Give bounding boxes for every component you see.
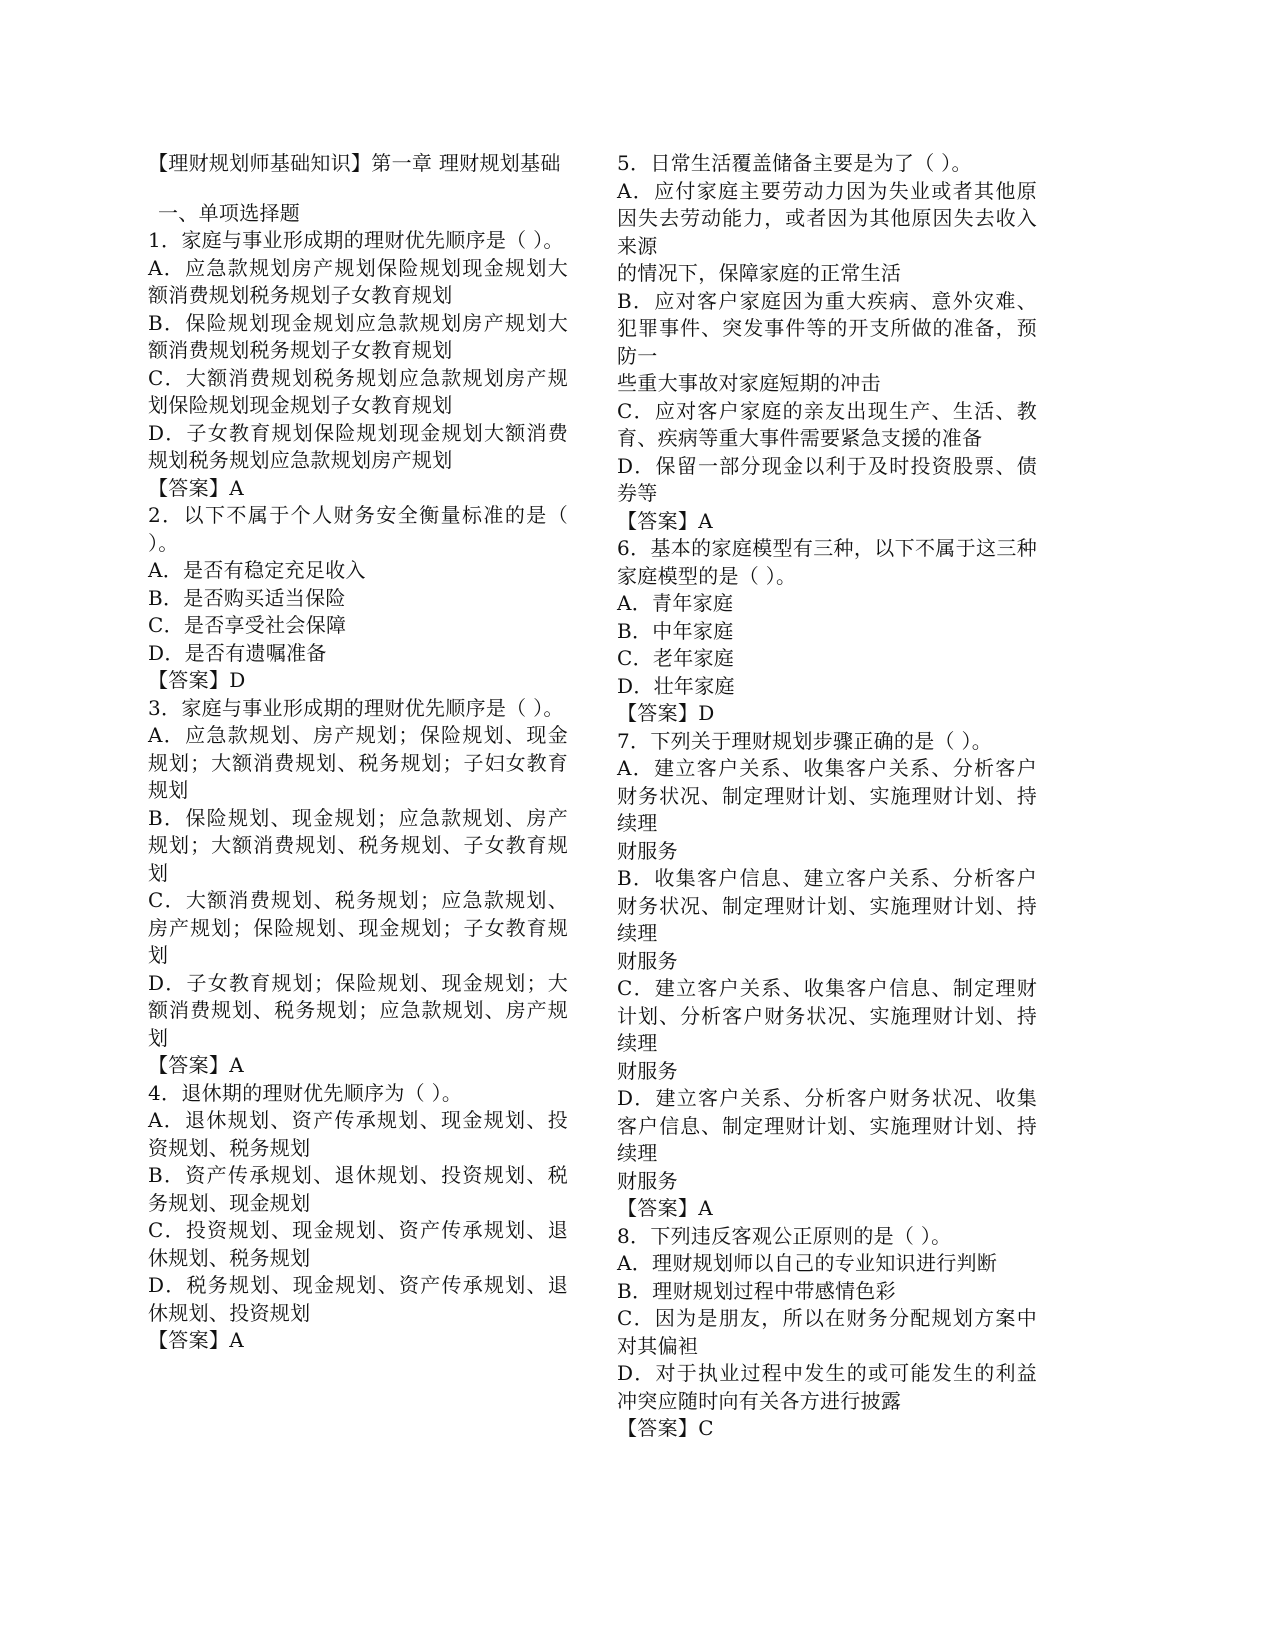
option-6b: B．中年家庭 xyxy=(617,618,734,643)
option-2c: C．是否享受社会保障 xyxy=(148,613,347,637)
option-7d-line1: D．建立客户关系、分析客户财务状况、收集客户信息、制定理财计划、实施理财计划、持续理 xyxy=(617,1086,1037,1165)
option-4a: A．退休规划、资产传承规划、现金规划、投资规划、税务规划 xyxy=(148,1108,568,1160)
option-4d: D．税务规划、现金规划、资产传承规划、退休规划、投资规划 xyxy=(148,1273,568,1325)
option-6c: C．老年家庭 xyxy=(617,646,735,670)
option-8a: A．理财规划师以自己的专业知识进行判断 xyxy=(617,1251,998,1275)
question-4: 4．退休期的理财优先顺序为（ ）。 xyxy=(148,1080,463,1105)
option-3d: D．子女教育规划；保险规划、现金规划；大额消费规划、税务规划；应急款规划、房产规划 xyxy=(148,970,568,1050)
question-3: 3．家庭与事业形成期的理财优先顺序是（ ）。 xyxy=(148,695,564,720)
question-1: 1．家庭与事业形成期的理财优先顺序是（ ）。 xyxy=(148,228,564,252)
option-5b-line1: B．应对客户家庭因为重大疾病、意外灾难、犯罪事件、突发事件等的开支所做的准备，预防一 xyxy=(617,288,1037,368)
option-1b: B．保险规划现金规划应急款规划房产规划大额消费规划税务规划子女教育规划 xyxy=(148,310,568,362)
option-5d: D．保留一部分现金以利于及时投资股票、债券等 xyxy=(617,453,1037,505)
option-1c: C．大额消费规划税务规划应急款规划房产规划保险规划现金规划子女教育规划 xyxy=(148,365,568,417)
option-5c: C．应对客户家庭的亲友出现生产、生活、教育、疾病等重大事件需要紧急支援的准备 xyxy=(617,398,1037,450)
section-heading: 一、单项选择题 xyxy=(158,200,301,225)
option-6a: A．青年家庭 xyxy=(617,591,734,615)
answer-4: 【答案】A xyxy=(148,1328,244,1352)
option-1d: D．子女教育规划保险规划现金规划大额消费规划税务规划应急款规划房产规划 xyxy=(148,420,568,472)
option-3b: B．保险规划、现金规划；应急款规划、房产规划；大额消费规划、税务规划、子女教育规划 xyxy=(148,805,568,885)
answer-7: 【答案】A xyxy=(617,1196,713,1220)
option-7c-line2: 财服务 xyxy=(617,1058,678,1083)
option-7b-line2: 财服务 xyxy=(617,948,678,973)
question-2: 2．以下不属于个人财务安全衡量标准的是（ ）。 xyxy=(148,503,568,555)
answer-6: 【答案】D xyxy=(617,701,715,725)
right-column xyxy=(617,150,1037,1443)
option-3c: C．大额消费规划、税务规划；应急款规划、房产规划；保险规划、现金规划；子女教育规划 xyxy=(148,888,568,967)
option-7b-line1: B．收集客户信息、建立客户关系、分析客户财务状况、制定理财计划、实施理财计划、持续理 xyxy=(617,866,1037,945)
left-column xyxy=(148,150,568,1355)
answer-1: 【答案】A xyxy=(148,475,244,500)
option-4b: B．资产传承规划、退休规划、投资规划、税务规划、现金规划 xyxy=(148,1163,568,1215)
answer-2: 【答案】D xyxy=(148,668,246,692)
option-2b: B．是否购买适当保险 xyxy=(148,585,346,610)
answer-3: 【答案】A xyxy=(148,1053,244,1077)
option-3a: A．应急款规划、房产规划；保险规划、现金规划；大额消费规划、税务规划；子妇女教育规划 xyxy=(148,723,568,802)
question-8: 8．下列违反客观公正原则的是（ ）。 xyxy=(617,1223,952,1248)
option-7c-line1: C．建立客户关系、收集客户信息、制定理财计划、分析客户财务状况、实施理财计划、持续理 xyxy=(617,976,1037,1055)
question-7: 7．下列关于理财规划步骤正确的是（ ）。 xyxy=(617,728,993,753)
option-7a-line1: A．建立客户关系、收集客户关系、分析客户财务状况、制定理财计划、实施理财计划、持续理 xyxy=(617,756,1037,835)
option-5a-line2: 的情况下，保障家庭的正常生活 xyxy=(617,261,902,285)
option-8d: D．对于执业过程中发生的或可能发生的利益冲突应随时向有关各方进行披露 xyxy=(617,1361,1037,1413)
option-4c: C．投资规划、现金规划、资产传承规划、退休规划、税务规划 xyxy=(148,1218,568,1270)
doc-title: 【理财规划师基础知识】第一章 理财规划基础 xyxy=(148,151,561,175)
option-5a-line1: A．应付家庭主要劳动力因为失业或者其他原因失去劳动能力，或者因为其他原因失去收入来源 xyxy=(617,178,1037,258)
option-6d: D．壮年家庭 xyxy=(617,673,735,698)
option-2d: D．是否有遗嘱准备 xyxy=(148,640,327,665)
answer-5: 【答案】A xyxy=(617,508,713,533)
option-8b: B．理财规划过程中带感情色彩 xyxy=(617,1278,896,1303)
question-6: 6．基本的家庭模型有三种，以下不属于这三种家庭模型的是（ ）。 xyxy=(617,536,1037,588)
option-8c: C．因为是朋友，所以在财务分配规划方案中对其偏袒 xyxy=(617,1306,1037,1358)
option-7d-line2: 财服务 xyxy=(617,1168,678,1193)
answer-8: 【答案】C xyxy=(617,1416,714,1440)
option-5b-line2: 些重大事故对家庭短期的冲击 xyxy=(617,371,881,395)
option-2a: A．是否有稳定充足收入 xyxy=(148,558,366,582)
question-5: 5．日常生活覆盖储备主要是为了（ ）。 xyxy=(617,151,972,175)
option-7a-line2: 财服务 xyxy=(617,838,678,863)
option-1a: A．应急款规划房产规划保险规划现金规划大额消费规划税务规划子女教育规划 xyxy=(148,255,568,307)
